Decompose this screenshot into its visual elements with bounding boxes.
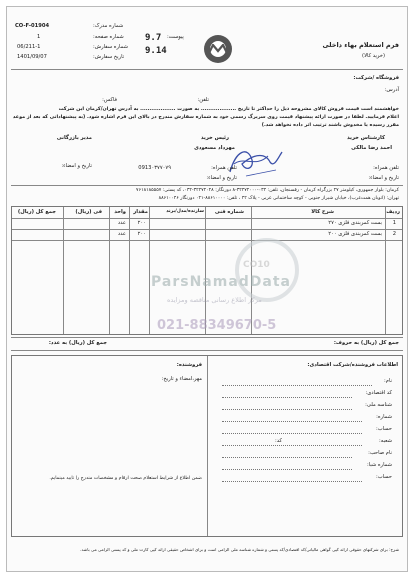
row-2-description: بست کمربندی فلزی ۲۰۰ bbox=[328, 231, 382, 237]
row-1-qty: ۲۰۰ bbox=[137, 220, 146, 226]
seller-title: فروشنده: bbox=[176, 362, 202, 368]
buyer-expert-label: کارشناس خرید bbox=[347, 135, 385, 141]
page-value: 1 bbox=[37, 34, 41, 40]
phone-label-2: تلفن همراه: bbox=[211, 165, 237, 171]
doc-number-label: شماره مدرک: bbox=[93, 23, 124, 29]
row-1-description: بست کمربندی فلزی ۲۷۰ bbox=[328, 220, 382, 226]
request-text-3: مقرر رسیده یا مخدوش باشند ترتیب اثر داده نخواهد شد.) bbox=[261, 122, 399, 128]
col-header-index: ردیف bbox=[386, 209, 400, 215]
sum-in-digits-label: جمع کل (ریال) به عدد: bbox=[48, 340, 107, 346]
watermark-stamp: CO10 bbox=[243, 260, 270, 270]
seller-label: فروشگاه /شرکت: bbox=[353, 75, 399, 81]
request-text-1: خواهشمند است قیمت فروش کالای مشروحه ذیل را حداکثر تا تاریخ ................... به صورت ................... به آدرس تهران/کرمان این شرکت bbox=[58, 106, 399, 112]
row-2-qty: ۲۰۰ bbox=[137, 231, 146, 237]
phone-value-2: 0913۰۳۷۷۰۷۹ bbox=[138, 165, 171, 171]
order-number-label: شماره سفارش: bbox=[93, 44, 128, 50]
national-id-label: شناسه ملی: bbox=[365, 402, 392, 408]
address-kerman: کرمان: بلوار جمهوری، کیلومتر ۲۷ بزرگراه کرمان - رفسنجان، تلفن: ۰۳۴-۳۲۴۷۲۰۰۰-۸ دورنگار: ۳۲۴۷۲۰۲۸-۰۳۴، کد پستی: ۷۶۱۸۱۸۵۵۵۷ bbox=[136, 188, 399, 193]
sum-in-words-label: جمع کل (ریال) به حروف: bbox=[333, 340, 399, 346]
account-label-1: حساب: bbox=[375, 426, 392, 432]
buyer-expert-name: احمد رضا مالکی bbox=[351, 145, 392, 151]
buyer-head-name: مهرداد مسعودی bbox=[194, 145, 235, 151]
company-logo bbox=[204, 35, 232, 63]
sign-date-2: تاریخ و امضاء: bbox=[206, 175, 237, 181]
col-header-part-number: شماره فنی bbox=[214, 209, 244, 215]
stamp-label: مهر،امضاء و تاریخ: bbox=[161, 376, 202, 382]
branch-label: شعبه: bbox=[379, 438, 392, 444]
request-text-2: اعلام فرمایید. لطفا در صورت ارائه پیشنهاد قیمت روی سربرگ رسمی خود به شماره سفارش مندرج در بالای این فرم اشاره شود. (به پیشنهاداتی که بعد از موعد bbox=[12, 114, 399, 120]
address-tehran: تهران: (اتوبان همت‌غرب)، خیابان شیراز جنوبی - کوچه ساختمانی غربی - پلاک ۴۲ ، تلفن: ۸۸۶۱۰۰۰۰-۰۲۱ دورنگار ۸۸۶۱۰۰۴۶ bbox=[158, 196, 399, 201]
row-2-index: 2 bbox=[392, 231, 396, 237]
form-title: فرم استعلام بهاء داخلی bbox=[322, 41, 399, 49]
supplier-info-label: اطلاعات فروشنده/شرکت اقتصادی: bbox=[307, 362, 398, 368]
phone-label: تلفن: bbox=[197, 97, 209, 103]
col-header-qty: مقدار bbox=[133, 209, 148, 215]
watermark-brand: ParsNamadData bbox=[151, 274, 291, 290]
confirm-note: ضمن اطلاع از شرایط استعلام صحت ارقام و مشخصات مندرج را تایید مینمایم. bbox=[49, 476, 202, 481]
page-label: شماره صفحه: bbox=[93, 34, 124, 40]
sheba-code-label: کد: bbox=[275, 438, 282, 444]
shaba-label: شماره شبا: bbox=[366, 462, 392, 468]
handwritten-mark-1: 9.7 bbox=[145, 33, 162, 43]
watermark bbox=[117, 238, 317, 358]
order-date-value: 1401/09/07 bbox=[17, 54, 47, 60]
commercial-manager-label: مدیر بازرگانی bbox=[56, 135, 92, 141]
address-label: آدرس: bbox=[384, 87, 399, 93]
row-1-index: 1 bbox=[392, 220, 396, 226]
col-header-unit-price: فی (ریال) bbox=[75, 209, 102, 215]
row-1-unit: عدد bbox=[117, 220, 126, 226]
supplier-name-label: نام: bbox=[384, 378, 392, 384]
economic-code-label: کد اقتصادی: bbox=[365, 390, 392, 396]
handwritten-mark-2: 9.14 bbox=[145, 46, 167, 56]
fax-label: فاکس: bbox=[102, 97, 117, 103]
col-header-maker: سازنده/مدل/برند bbox=[166, 209, 204, 214]
attachment-label: پیوست: bbox=[167, 34, 184, 40]
owner-label: نام صاحب: bbox=[368, 450, 392, 456]
phone-label-1: تلفن همراه: bbox=[373, 165, 399, 171]
col-header-total: جمع کل (ریال) bbox=[17, 209, 56, 215]
doc-number-value: CO-F-01904 bbox=[15, 23, 50, 29]
col-header-description: شرح کالا bbox=[311, 209, 334, 215]
account-label-2: حساب: bbox=[375, 474, 392, 480]
order-number-value: 06/211-1 bbox=[17, 44, 41, 50]
sign-date-1: تاریخ و امضاء: bbox=[368, 175, 399, 181]
footer-note: شرح: برای شرکتهای حقوقی ارائه کپی گواهی مالیاتی/کد اقتصادی/کد پستی و شماره شناسه ملی الزامی است و برای اشخاص حقیقی ارائه کپی کارت ملی و کد پستی الزامی می باشد. bbox=[80, 547, 399, 552]
inquiry-form bbox=[6, 6, 408, 572]
order-date-label: تاریخ سفارش: bbox=[93, 54, 125, 60]
watermark-phone: 021-88349670-5 bbox=[157, 318, 277, 333]
form-subtitle: (خرید کالا) bbox=[362, 53, 385, 59]
col-header-unit: واحد bbox=[114, 209, 126, 215]
supplier-box bbox=[11, 355, 403, 537]
id-label: شماره: bbox=[376, 414, 392, 420]
row-2-unit: عدد bbox=[117, 231, 126, 237]
watermark-tagline: مرکز اطلاع رسانی مناقصه ومزایده bbox=[167, 296, 262, 304]
buyer-head-label: رئیس خرید bbox=[200, 135, 229, 141]
sign-date-3: تاریخ و امضاء: bbox=[61, 163, 92, 169]
